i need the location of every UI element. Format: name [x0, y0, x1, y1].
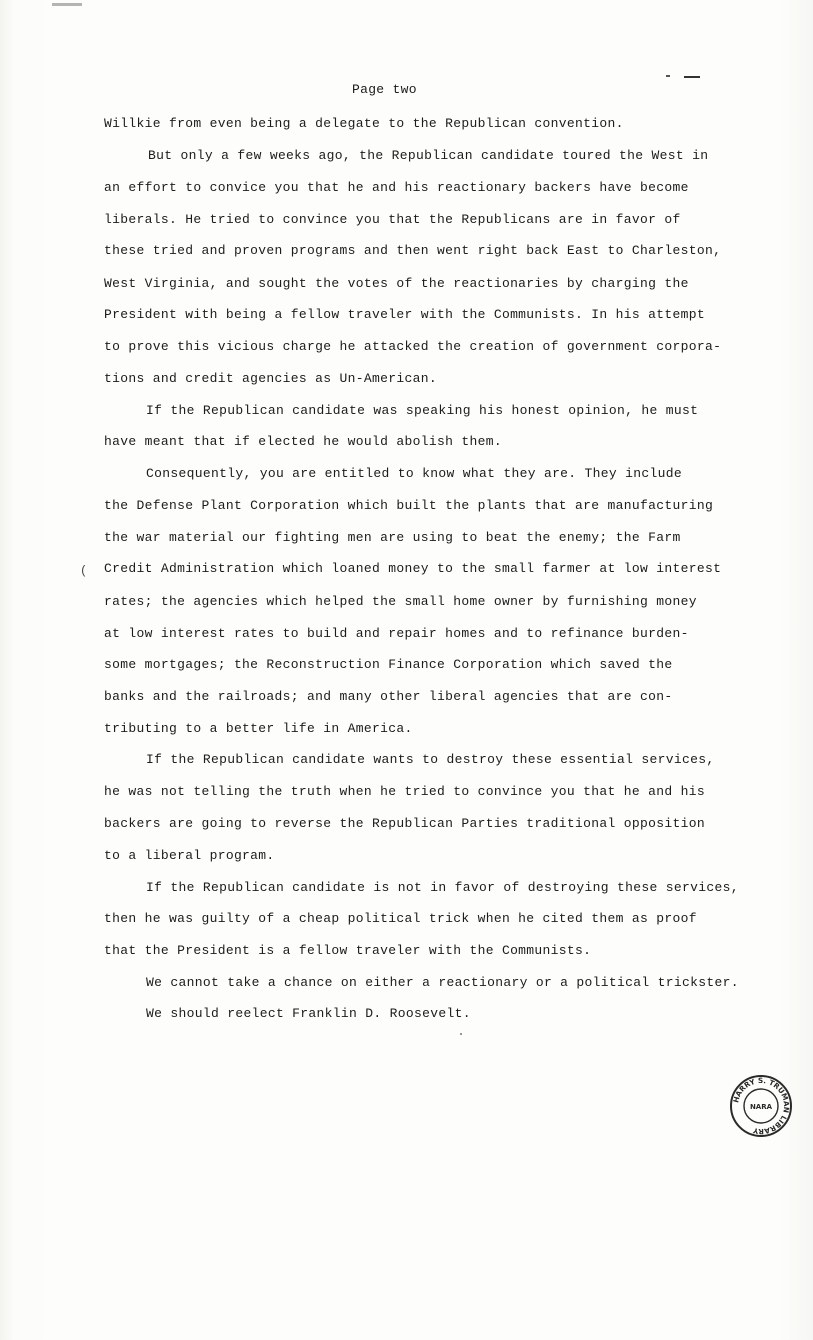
- text-line: these tried and proven programs and then went right back East to Charleston,: [104, 243, 722, 258]
- text-line: Consequently, you are entitled to know what they are. They include: [146, 466, 683, 481]
- text-line: rates; the agencies which helped the small home owner by furnishing money: [104, 594, 697, 609]
- text-line: tions and credit agencies as Un-American.: [104, 371, 437, 386]
- text-line: If the Republican candidate is not in favor of destroying these services,: [146, 880, 739, 895]
- text-line: the war material our fighting men are using to beat the enemy; the Farm: [104, 530, 681, 545]
- text-line: President with being a fellow traveler with the Communists. In his attempt: [104, 307, 705, 322]
- scan-speck: [460, 1033, 462, 1035]
- text-line: backers are going to reverse the Republican Parties traditional opposition: [104, 816, 705, 831]
- text-line: that the President is a fellow traveler with the Communists.: [104, 943, 592, 958]
- text-line: at low interest rates to build and repair homes and to refinance burden-: [104, 626, 689, 641]
- text-line: We cannot take a chance on either a reactionary or a political trickster.: [146, 975, 739, 990]
- scan-mark: [684, 76, 700, 78]
- scan-mark: [52, 3, 82, 6]
- page-header: Page two: [352, 82, 417, 97]
- text-line: then he was guilty of a cheap political trick when he cited them as proof: [104, 911, 697, 926]
- text-line: banks and the railroads; and many other liberal agencies that are con-: [104, 689, 673, 704]
- text-line: the Defense Plant Corporation which built the plants that are manufacturing: [104, 498, 714, 513]
- text-line: Willkie from even being a delegate to the Republican convention.: [104, 116, 624, 131]
- scan-mark: [666, 75, 670, 77]
- text-line: to prove this vicious charge he attacked the creation of government corpora-: [104, 339, 722, 354]
- stamp-text: HARRY S. TRUMAN LIBRARY: [731, 1075, 792, 1137]
- text-line: to a liberal program.: [104, 848, 275, 863]
- text-line: If the Republican candidate was speaking his honest opinion, he must: [146, 403, 699, 418]
- text-line: an effort to convice you that he and his reactionary backers have become: [104, 180, 689, 195]
- text-line: some mortgages; the Reconstruction Finance Corporation which saved the: [104, 657, 673, 672]
- text-line: he was not telling the truth when he tried to convince you that he and his: [104, 784, 705, 799]
- text-line: But only a few weeks ago, the Republican candidate toured the West in: [148, 148, 709, 163]
- library-stamp: [729, 1074, 793, 1138]
- text-line: West Virginia, and sought the votes of the reactionaries by charging the: [104, 276, 689, 291]
- text-line: Credit Administration which loaned money to the small farmer at low interest: [104, 561, 722, 576]
- stamp-center-text: NARA: [749, 1103, 773, 1111]
- text-line: liberals. He tried to convince you that the Republicans are in favor of: [104, 212, 681, 227]
- margin-mark: (: [80, 564, 88, 578]
- text-line: We should reelect Franklin D. Roosevelt.: [146, 1006, 471, 1021]
- text-line: have meant that if elected he would abolish them.: [104, 434, 502, 449]
- text-line: tributing to a better life in America.: [104, 721, 413, 736]
- text-line: If the Republican candidate wants to destroy these essential services,: [146, 752, 715, 767]
